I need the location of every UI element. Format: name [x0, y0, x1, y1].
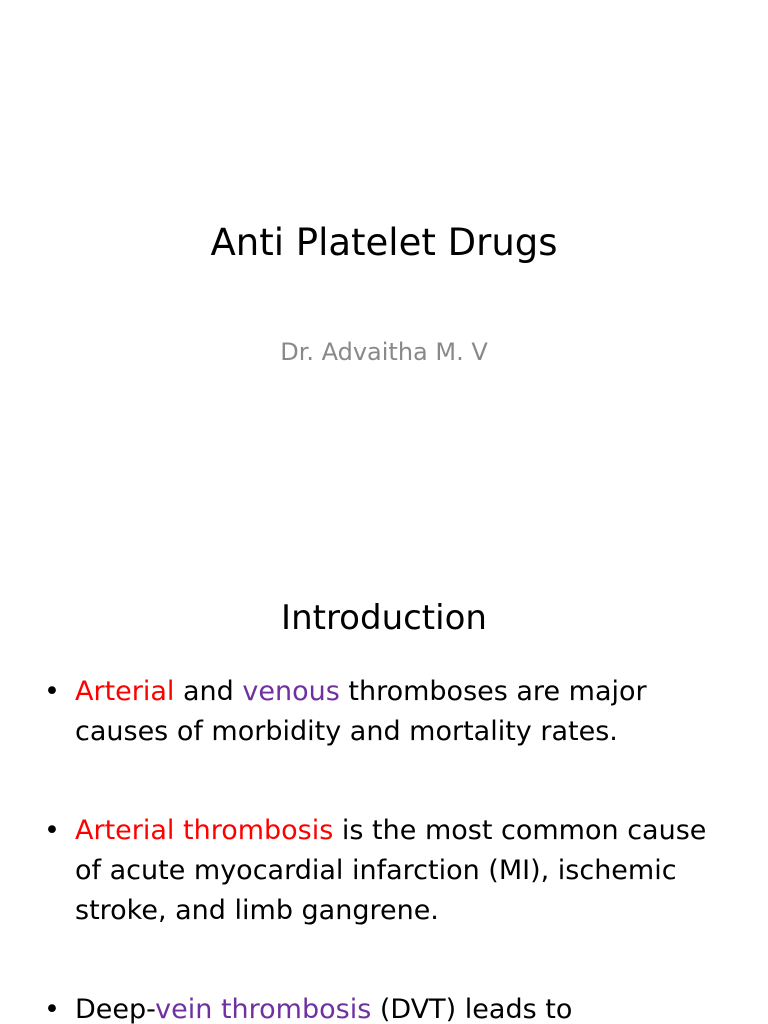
bullet-text-purple: vein thrombosis: [155, 994, 372, 1024]
slide-subtitle: Dr. Advaitha M. V: [280, 338, 488, 366]
bullet-text: Deep-: [75, 994, 156, 1024]
slide-title: Anti Platelet Drugs: [210, 221, 558, 264]
bullet-icon: •: [44, 994, 60, 1024]
bullet-text: is the most common cause of acute myocardial infarction (MI), ischemic stroke, and limb gangrene.: [75, 815, 707, 926]
bullet-text-purple: venous: [242, 676, 340, 707]
introduction-slide: [0, 576, 768, 1024]
bullet-text: (DVT) leads to: [371, 994, 573, 1024]
bullet-text-red: Arterial: [75, 676, 175, 707]
bullet-item: [44, 672, 734, 752]
bullet-text: and: [174, 676, 243, 707]
bullet-item: [44, 811, 734, 931]
bullet-text-red: Arterial thrombosis: [75, 815, 334, 846]
bullet-item: [44, 990, 734, 1024]
bullet-icon: •: [44, 676, 60, 707]
bullet-text: thromboses are major causes of morbidity and mortality rates.: [75, 676, 647, 747]
bullet-list: [44, 672, 734, 1024]
bullet-icon: •: [44, 815, 60, 846]
slide-heading: Introduction: [281, 598, 487, 638]
